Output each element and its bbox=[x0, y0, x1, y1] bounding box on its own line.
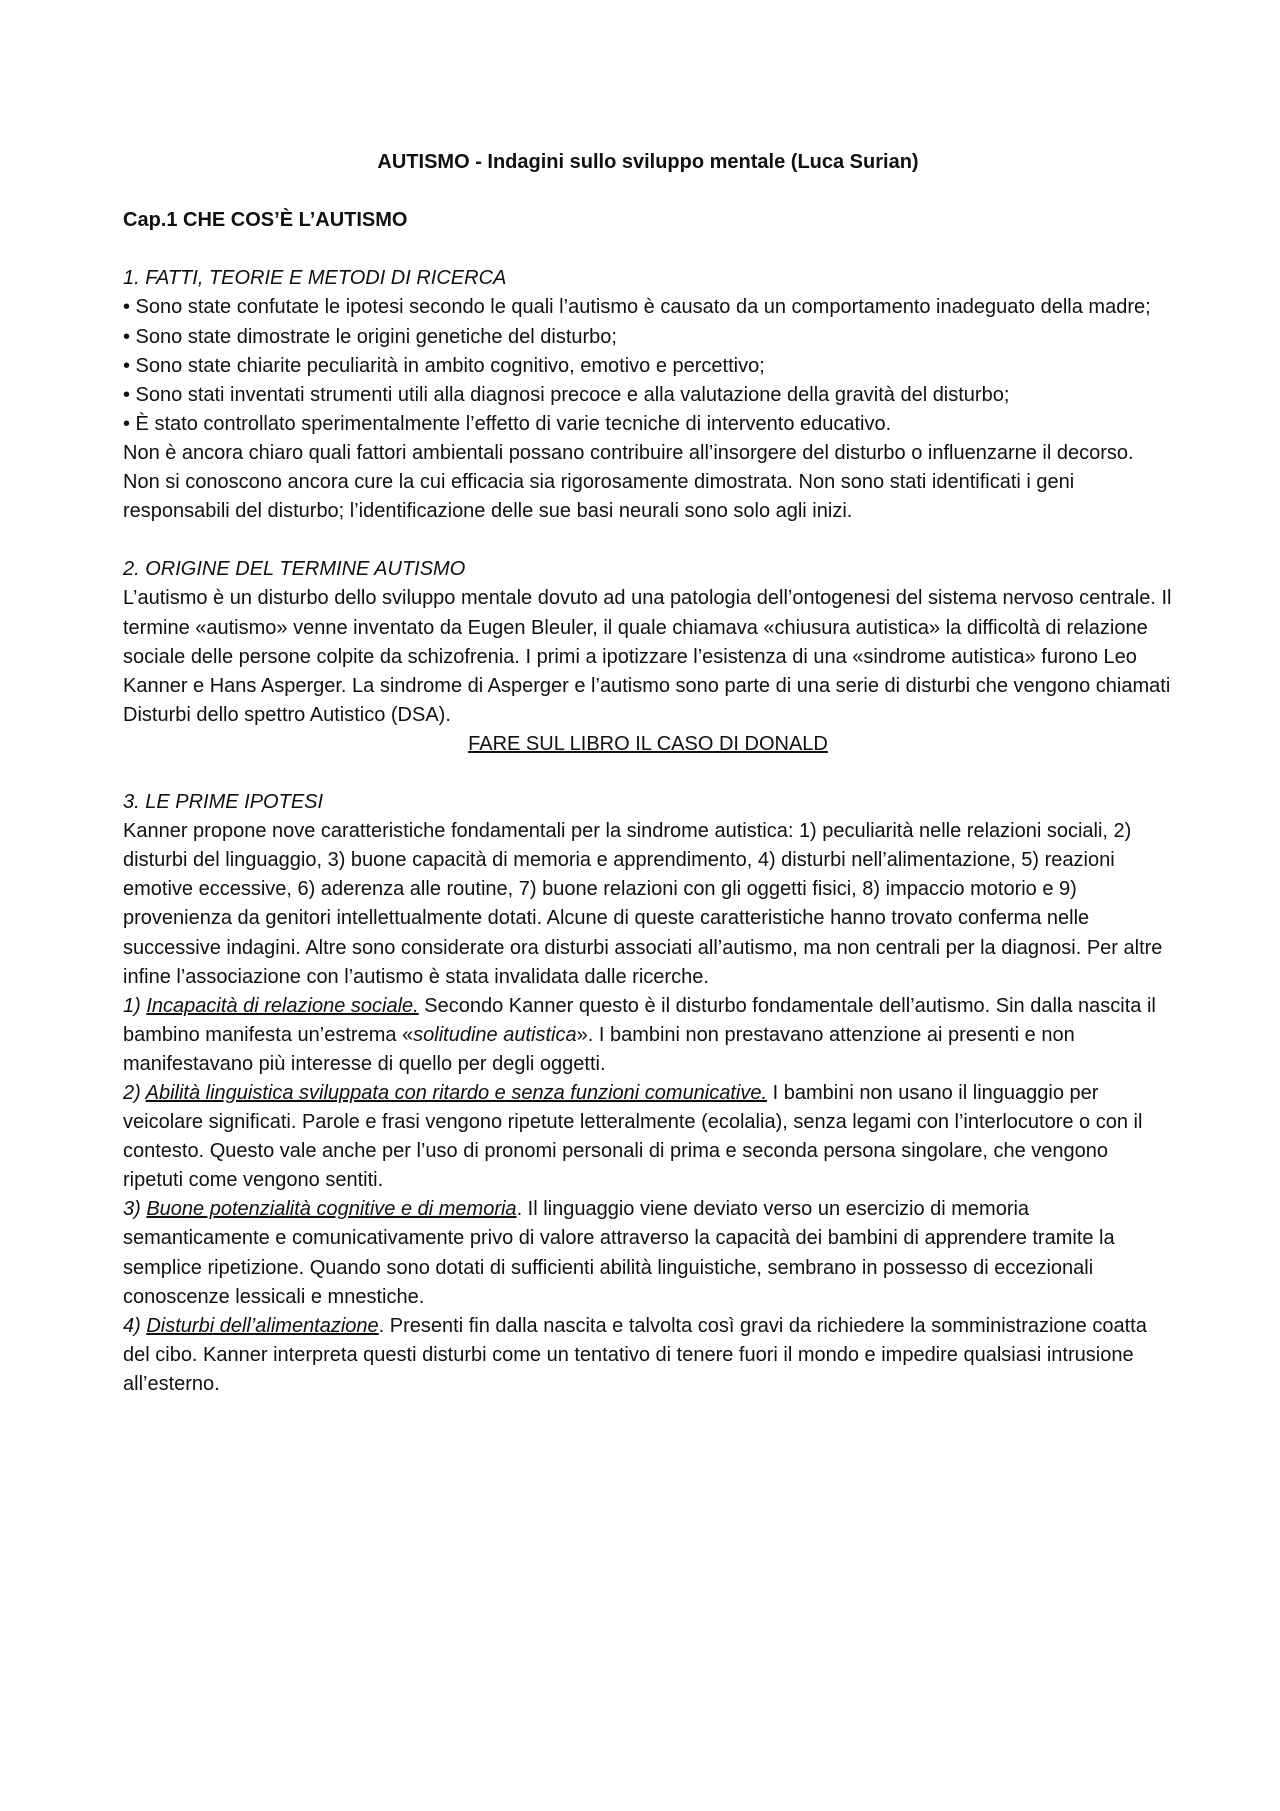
section-2-heading: 2. ORIGINE DEL TERMINE AUTISMO bbox=[123, 558, 466, 581]
bullet-item: • Sono state confutate le ipotesi secondo le quali l’autismo è causato da un comportamento inadeguato della madre; bbox=[123, 296, 1151, 319]
document-page bbox=[123, 148, 1173, 1399]
spacer bbox=[123, 235, 1173, 264]
item-number: 4) bbox=[123, 1314, 147, 1337]
feature-item-1 bbox=[123, 992, 1173, 1079]
item-number: 1) bbox=[123, 994, 147, 1017]
section-3-intro: Kanner propone nove caratteristiche fondamentali per la sindrome autistica: 1) peculiarità nelle relazioni sociali, 2) disturbi del linguaggio, 3) buone capacità di memoria e apprendimento, 4) disturbi nell’alimentazione, 5) reazioni emotive eccessive, 6) aderenza alle routine, 7) buone relazioni con gli oggetti fisici, 8) impaccio motorio e 9) provenienza da genitori intellettualmente dotati. Alcune di queste caratteristiche hanno trovato conferma nelle successive indagini. Altre sono considerate ora disturbi associati all’autismo, ma non centrali per la diagnosi. Per altre infine l’associazione con l’autismo è stata invalidata dalle ricerche. bbox=[123, 820, 1163, 988]
item-emphasis: solitudine autistica bbox=[413, 1023, 577, 1046]
feature-item-3 bbox=[123, 1195, 1173, 1311]
bullet-item: • È stato controllato sperimentalmente l’effetto di varie tecniche di intervento educativo. bbox=[123, 412, 892, 435]
item-text: . Presenti fin dalla nascita e talvolta così gravi da richiedere la somministrazione coatta del cibo. Kanner interpreta questi disturbi come un tentativo di tenere fuori il mondo e impedire qualsiasi intrusione all’esterno. bbox=[123, 1314, 1147, 1395]
section-3-heading: 3. LE PRIME IPOTESI bbox=[123, 791, 324, 814]
feature-item-2 bbox=[123, 1079, 1173, 1195]
item-term: Abilità linguistica sviluppata con ritardo e senza funzioni comunicative. bbox=[145, 1082, 768, 1104]
item-term: Disturbi dell’alimentazione bbox=[146, 1314, 379, 1337]
spacer bbox=[123, 759, 1173, 788]
item-number: 3) bbox=[123, 1198, 147, 1221]
section-1-heading: 1. FATTI, TEORIE E METODI DI RICERCA bbox=[123, 267, 507, 290]
item-term: Incapacità di relazione sociale. bbox=[146, 994, 419, 1017]
chapter-heading: Cap.1 CHE COS’È L’AUTISMO bbox=[123, 209, 408, 232]
section-2-paragraph: L’autismo è un disturbo dello sviluppo mentale dovuto ad una patologia dell’ontogenesi del sistema nervoso centrale. Il termine «autismo» venne inventato da Eugen Bleuler, il quale chiamava «chiusura autistica» la difficoltà di relazione sociale delle persone colpite da schizofrenia. I primi a ipotizzare l’esistenza di una «sindrome autistica» furono Leo Kanner e Hans Asperger. La sindrome di Asperger e l’autismo sono parte di una serie di disturbi che vengono chiamati Disturbi dello spettro Autistico (DSA). bbox=[123, 587, 1172, 726]
feature-item-4 bbox=[123, 1312, 1173, 1399]
document-title: AUTISMO - Indagini sullo sviluppo mentale (Luca Surian) bbox=[377, 151, 919, 173]
section-1-paragraph: Non è ancora chiaro quali fattori ambientali possano contribuire all’insorgere del disturbo o influenzarne il decorso. Non si conoscono ancora cure la cui efficacia sia rigorosamente dimostrata. Non sono stati identificati i geni responsabili del disturbo; l’identificazione delle sue basi neurali sono solo agli inizi. bbox=[123, 441, 1134, 523]
bullet-item: • Sono state dimostrate le origini genetiche del disturbo; bbox=[123, 325, 617, 348]
item-term: Buone potenzialità cognitive e di memoria bbox=[146, 1198, 517, 1221]
spacer bbox=[123, 177, 1173, 206]
section-2-note: FARE SUL LIBRO IL CASO DI DONALD bbox=[468, 732, 828, 755]
item-text: ». I bambini non prestavano attenzione ai presenti e non manifestavano più interesse di quello per degli oggetti. bbox=[123, 1023, 1075, 1075]
spacer bbox=[123, 526, 1173, 555]
item-number: 2) bbox=[123, 1082, 146, 1104]
bullet-item: • Sono state chiarite peculiarità in ambito cognitivo, emotivo e percettivo; bbox=[123, 354, 765, 377]
bullet-item: • Sono stati inventati strumenti utili alla diagnosi precoce e alla valutazione della gravità del disturbo; bbox=[123, 383, 1010, 406]
item-text: Secondo Kanner questo è il disturbo fondamentale dell’autismo. Sin dalla nascita il bambino manifesta un’estrema « bbox=[123, 994, 1156, 1046]
item-text: . Il linguaggio viene deviato verso un esercizio di memoria semanticamente e comunicativamente privo di valore attraverso la capacità dei bambini di apprendere tramite la semplice ripetizione. Quando sono dotati di sufficienti abilità linguistiche, sembrano in possesso di eccezionali conoscenze lessicali e mnestiche. bbox=[123, 1198, 1115, 1308]
item-text: I bambini non usano il linguaggio per veicolare significati. Parole e frasi vengono ripetute letteralmente (ecolalia), senza legami con l’interlocutore o con il contesto. Questo vale anche per l’uso di pronomi personali di prima e seconda persona singolare, che vengono ripetuti come vengono sentiti. bbox=[123, 1082, 1143, 1192]
